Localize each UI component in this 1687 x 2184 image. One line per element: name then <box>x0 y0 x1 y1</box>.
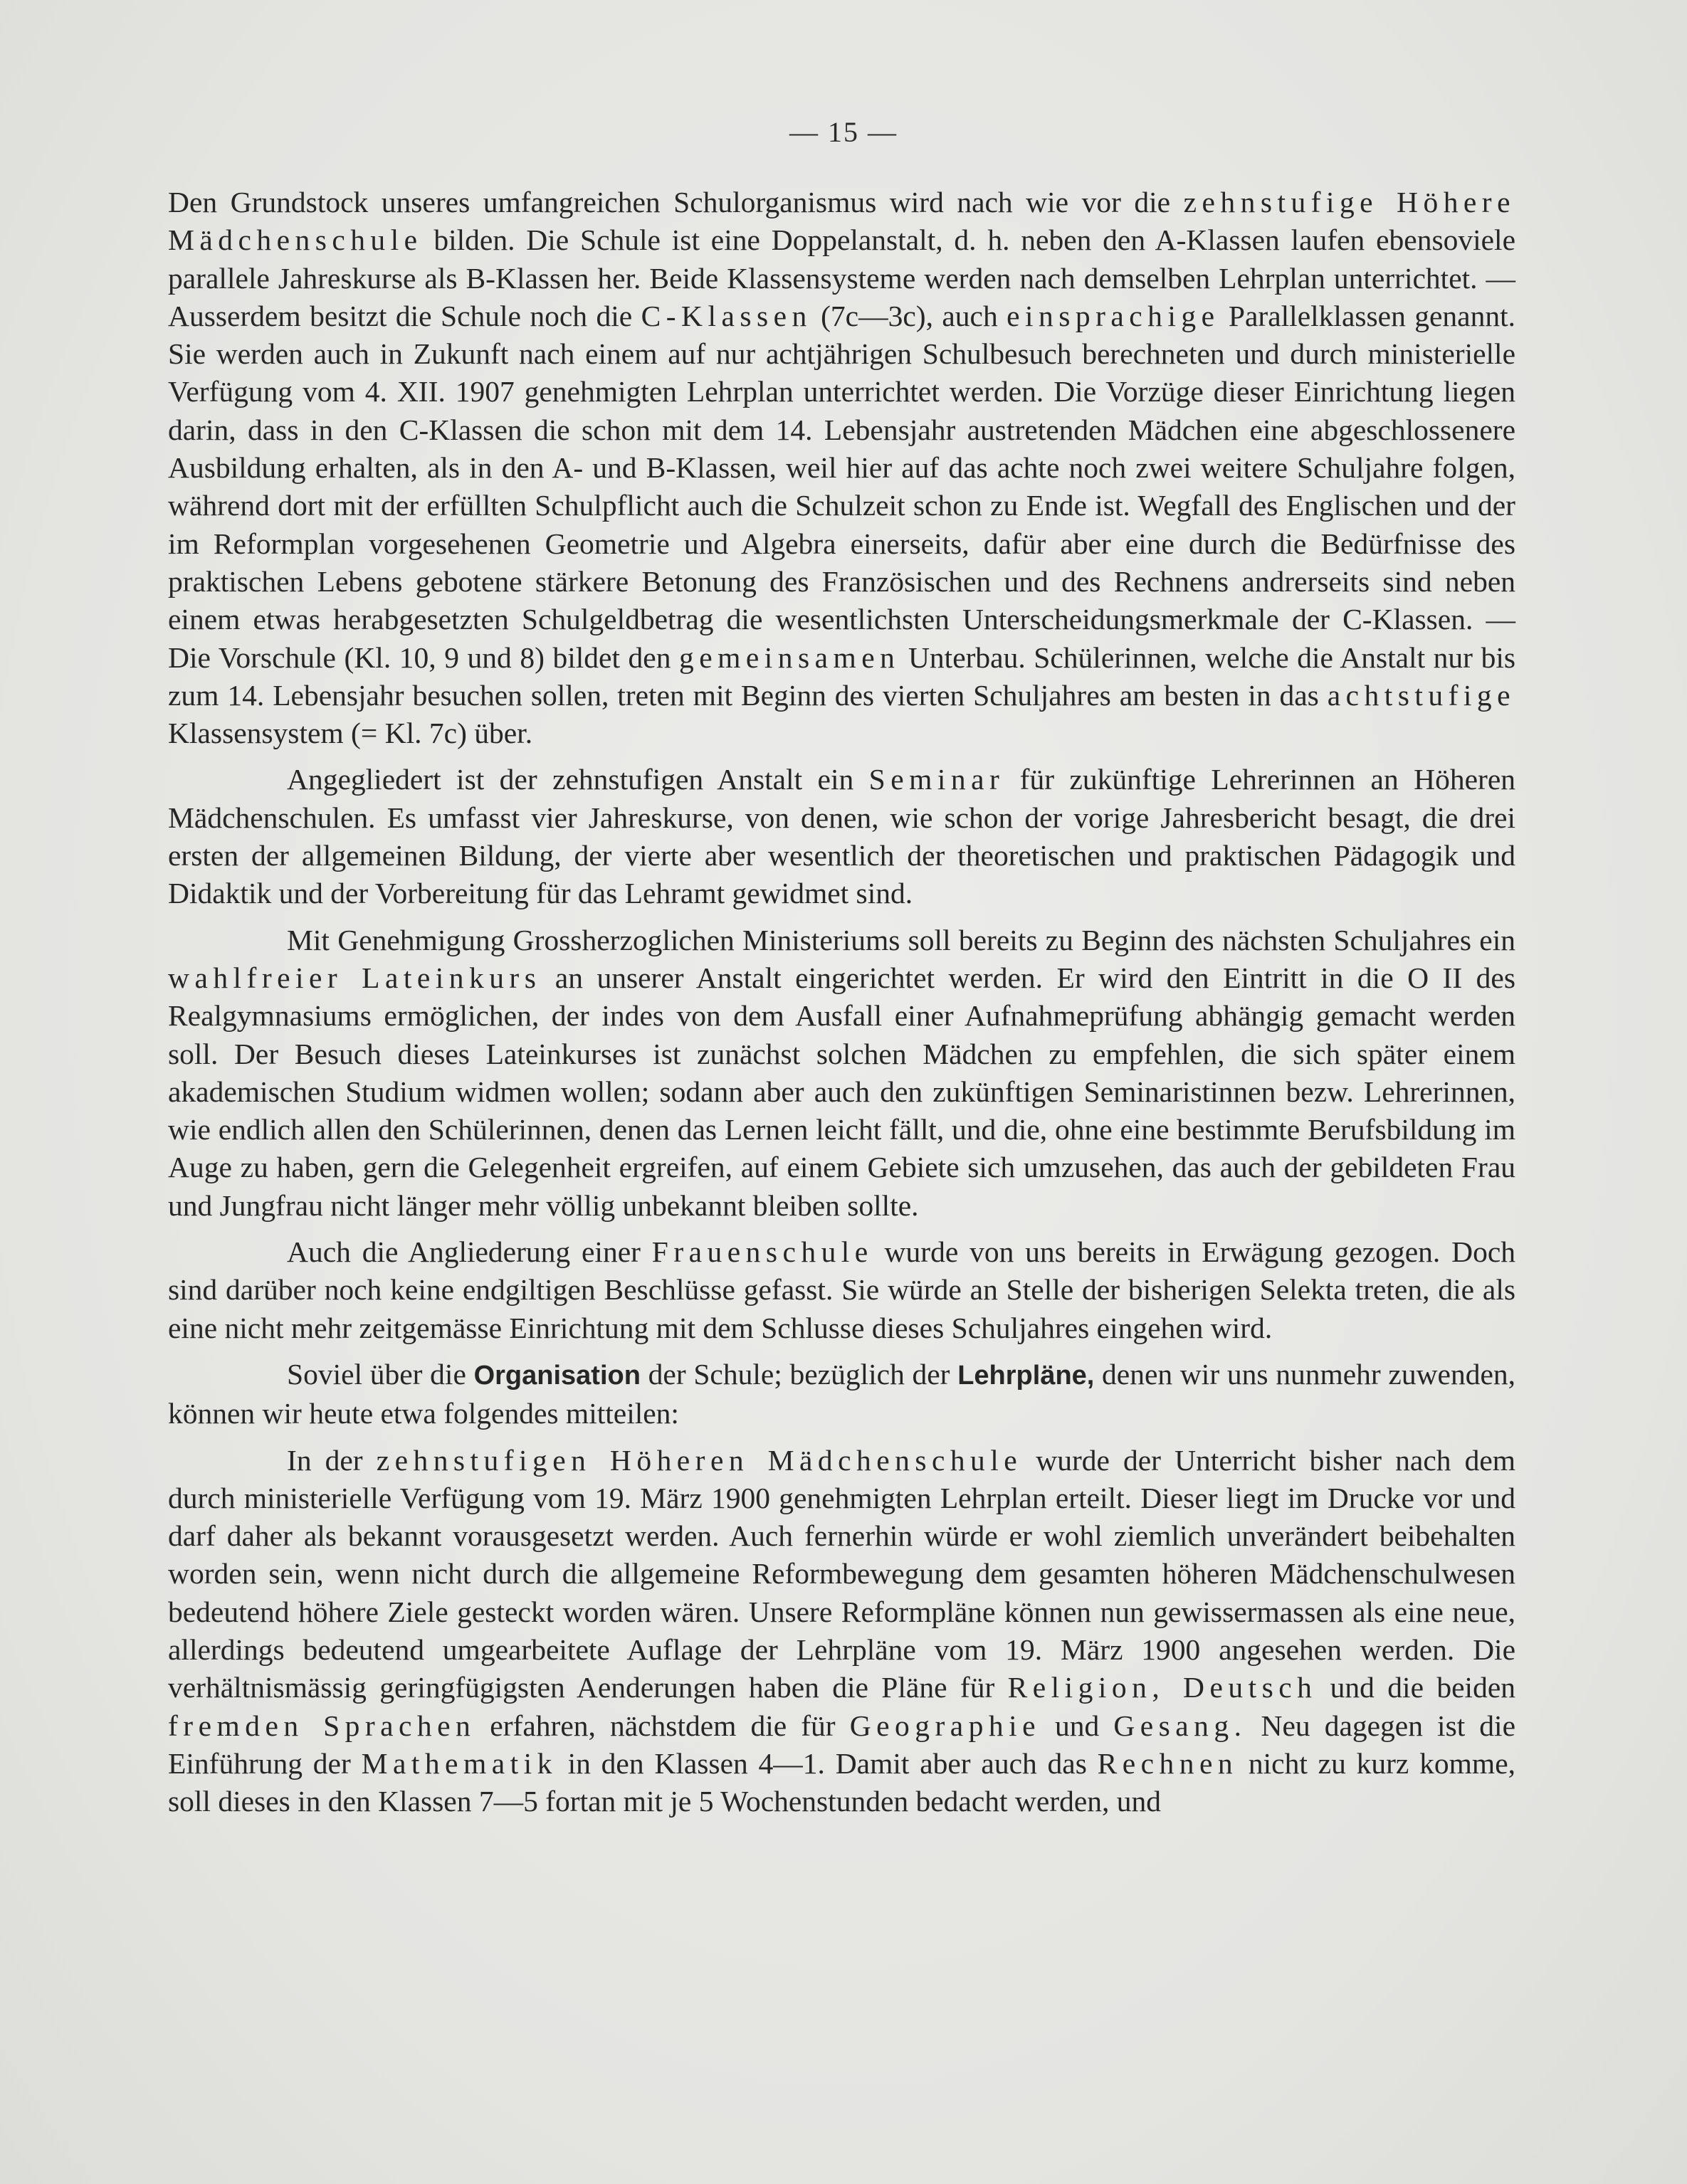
paragraph-frauenschule <box>168 1233 1515 1347</box>
text-run: Parallelklassen genannt. Sie werden auch in Zukunft nach einem auf nur achtjährigen Schulbesuch berechneten und durch ministerielle Verfügung vom 4. XII. 1907 genehmigten Lehrplan unterrichtet werden. Die Vorzüge dieser Einrichtung liegen darin, dass in den C-Klassen die schon mit dem 14. Lebensjahr austretenden Mädchen eine abgeschlossenere Ausbildung erhalten, als in den A- und B-Klassen, weil hier auf das achte noch zwei weitere Schuljahre folgen, während dort mit der erfüllten Schulpflicht auch die Schulzeit schon zu Ende ist. Wegfall des Englischen und der im Reformplan vorgesehenen Geometrie und Algebra einerseits, dafür aber eine durch die Bedürfnisse des praktischen Lebens gebotene stärkere Betonung des Französischen und des Rechnens andrerseits sind neben einem etwas herabgesetzten Schulgeldbetrag die wesentlichsten Unterscheidungsmerkmale der C-Klassen. — Die Vorschule (Kl. 10, 9 und 8) bildet den <box>168 299 1515 674</box>
paragraph-organisation <box>168 1356 1515 1433</box>
text-run: denen wir uns nunmehr zuwenden, können wir heute etwa folgendes mitteilen: <box>168 1357 1516 1430</box>
spaced-emphasis: achtstufige <box>1327 678 1515 712</box>
paragraph-lehrplaene <box>168 1442 1515 1821</box>
text-run: Soviel über die <box>287 1357 474 1391</box>
text-run: an unserer Anstalt eingerichtet werden. Er wird den Eintritt in die O II des Realgymnasiums ermöglichen, der indes von dem Ausfall einer Aufnahmeprüfung abhängig gemacht werden soll. Der Besuch dieses Lateinkurses ist zunächst solchen Mädchen zu empfehlen, die sich später einem akademischen Studium widmen wollen; sodann aber auch den zukünftigen Seminaristinnen bezw. Lehrerinnen, wie endlich allen den Schülerinnen, denen das Lernen leicht fällt, und die, ohne eine bestimmte Berufsbildung im Auge zu haben, gern die Gelegenheit ergreifen, auf einem Gebiete sich umzusehen, das auch der gebildeten Frau und Jungfrau nicht länger mehr völlig unbekannt bleiben sollte. <box>168 961 1515 1222</box>
spaced-emphasis: Mathematik <box>361 1746 557 1780</box>
spaced-emphasis: C-Klassen <box>641 299 812 332</box>
text-run: Neu dagegen ist die Einführung der <box>168 1709 1516 1780</box>
spaced-emphasis: Religion, Deutsch <box>1007 1671 1318 1704</box>
spaced-emphasis: zehnstufigen Höheren Mädchenschule <box>376 1443 1023 1477</box>
spaced-emphasis: Seminar <box>868 763 1005 796</box>
text-run: wurde von uns bereits in Erwägung gezogen. Doch sind darüber noch keine endgiltigen Beschlüsse gefasst. Sie würde an Stelle der bisherigen Selekta treten, die als eine nicht mehr zeitgemässe Einrichtung mit dem Schlusse dieses Schuljahres eingehen wird. <box>168 1235 1516 1344</box>
spaced-emphasis: Geographie <box>849 1709 1041 1742</box>
text-run: Mit Genehmigung Grossherzoglichen Ministeriums soll bereits zu Beginn des nächsten Schuljahres ein <box>287 923 1515 956</box>
text-run: Angegliedert ist der zehnstufigen Anstalt ein <box>287 763 869 796</box>
body-text <box>168 184 1515 1829</box>
spaced-emphasis: gemeinsamen <box>679 640 900 674</box>
spaced-emphasis: fremden Sprachen <box>168 1709 476 1742</box>
page-number: — 15 — <box>789 116 898 148</box>
text-run: in den Klassen 4—1. Damit aber auch das <box>557 1746 1098 1780</box>
text-run: nicht zu kurz komme, soll dieses in den Klassen 7—5 fortan mit je 5 Wochenstunden bedacht werden, und <box>168 1746 1515 1818</box>
paragraph-seminar <box>168 761 1515 912</box>
text-run: bilden. Die Schule ist eine Doppelanstalt, d. h. neben den A-Klassen laufen ebensoviele parallele Jahreskurse als B-Klassen her. Beide Klassensysteme werden nach demselben Lehrplan unterrichtet. — Ausserdem besitzt die Schule noch die <box>168 223 1515 332</box>
text-run: In der <box>287 1443 377 1477</box>
text-run: für zukünftige Lehrerinnen an Höheren Mädchenschulen. Es umfasst vier Jahreskurse, von denen, wie schon der vorige Jahresbericht besagt, die drei ersten der allgemeinen Bildung, der vierte aber wesentlich der theoretischen und praktischen Pädagogik und Didaktik und der Vorbereitung für das Lehramt gewidmet sind. <box>168 763 1516 910</box>
text-run: Den Grundstock unseres umfangreichen Schulorganismus wird nach wie vor die <box>168 186 1184 218</box>
paragraph-lateinkurs <box>168 922 1515 1225</box>
text-run: wurde der Unterricht bisher nach dem durch ministerielle Verfügung vom 19. März 1900 genehmigten Lehrplan erteilt. Dieser liegt im Drucke vor und darf daher als bekannt vorausgesetzt werden. Auch fernerhin würde er wohl ziemlich unverändert beibehalten worden sein, wenn nicht durch die allgemeine Reformbewegung dem gesamten höheren Mädchenschulwesen bedeutend höhere Ziele gesteckt worden wären. Unsere Reformpläne können nun gewissermassen als eine neue, allerdings bedeutend umgearbeitete Auflage der Lehrpläne vom 19. März 1900 angesehen werden. Die verhältnismässig geringfügigsten Aenderungen haben die Pläne für <box>168 1443 1516 1704</box>
bold-emphasis: Organisation <box>473 1360 641 1391</box>
text-run: (7c—3c), auch <box>811 299 1007 332</box>
text-run: und die beiden <box>1317 1671 1515 1704</box>
paragraph-grundstock <box>168 184 1515 752</box>
text-run: Unterbau. Schülerinnen, welche die Anstalt nur bis zum 14. Lebensjahr besuchen sollen, treten mit Beginn des vierten Schuljahres am besten in das <box>168 640 1515 712</box>
spaced-emphasis: einsprachige <box>1007 299 1220 332</box>
text-run: Klassensystem (= Kl. 7c) über. <box>168 717 533 750</box>
spaced-emphasis: Gesang. <box>1113 1709 1247 1742</box>
spaced-emphasis: wahlfreier Lateinkurs <box>168 961 542 994</box>
spaced-emphasis: zehnstufige Höhere Mädchenschule <box>168 186 1515 257</box>
text-run: erfahren, nächstdem die für <box>475 1709 850 1742</box>
text-run: und <box>1040 1709 1114 1742</box>
spaced-emphasis: Frauenschule <box>651 1235 873 1269</box>
text-run: Auch die Angliederung einer <box>287 1235 652 1269</box>
spaced-emphasis: Rechnen <box>1097 1746 1239 1780</box>
text-run: der Schule; bezüglich der <box>640 1357 958 1391</box>
bold-emphasis: Lehrpläne, <box>957 1360 1095 1391</box>
